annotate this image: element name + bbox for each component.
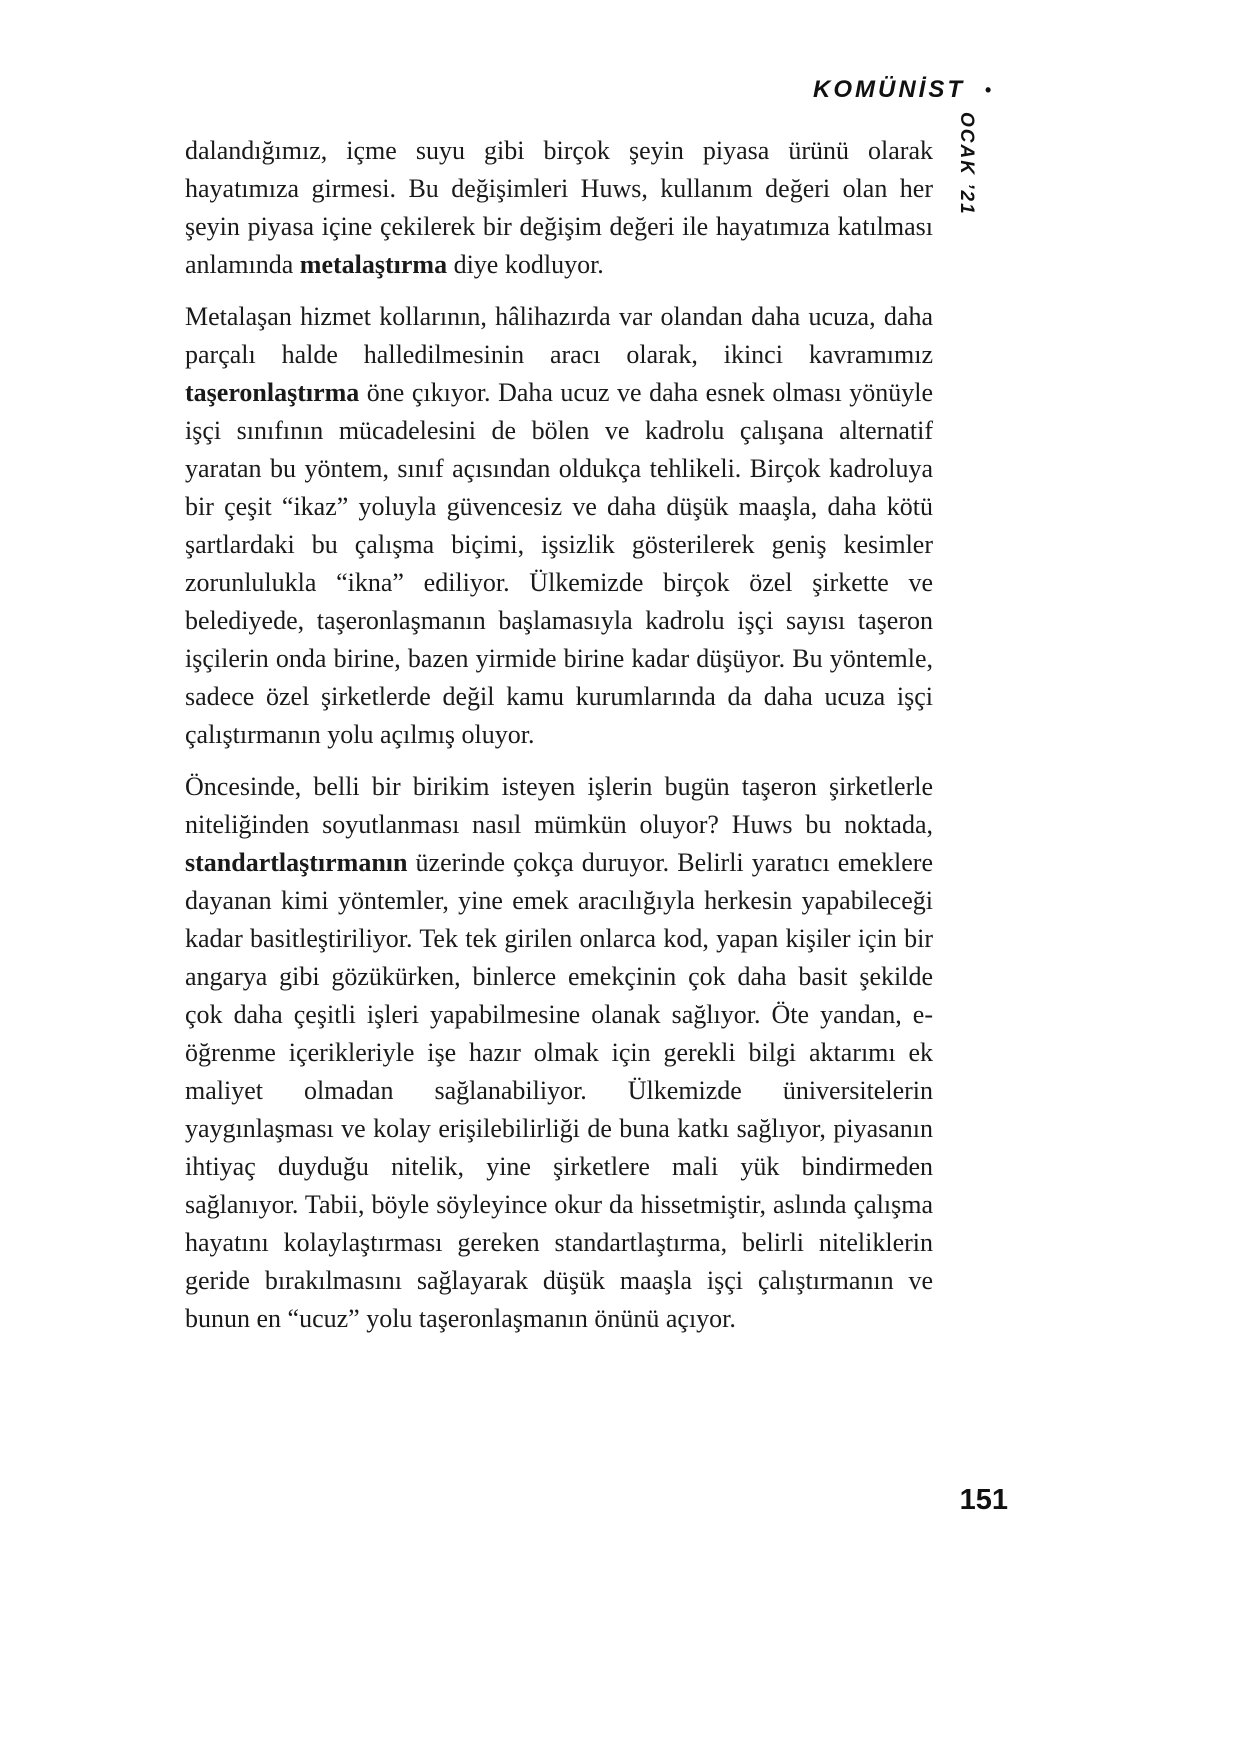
page-number: 151 bbox=[959, 1484, 1008, 1516]
body-text: Metalaşan hizmet kollarının, hâlihazırda var olandan daha ucuza, daha parçalı halde halledilmesinin aracı olarak, ikinci kavramımız bbox=[185, 302, 933, 369]
article-body bbox=[185, 132, 933, 1338]
body-text: dalandığımız, içme suyu gibi birçok şeyin piyasa ürünü olarak hayatımıza girmesi. Bu değişimleri Huws, kullanım değeri olan her şeyin piyasa içine çekilerek bir değişim değeri ile hayatımıza katılması anlamında bbox=[185, 136, 933, 279]
page-header bbox=[813, 76, 991, 104]
body-text: üzerinde çokça duruyor. Belirli yaratıcı emeklere dayanan kimi yöntemler, yine emek aracılığıyla herkesin yapabileceği kadar basitleştiriliyor. Tek tek girilen onlarca kod, yapan kişiler için bir angarya gibi gözükürken, binlerce emekçinin çok daha basit şekilde çok daha çeşitli işleri yapabilmesine olanak sağlıyor. Öte yandan, e-öğrenme içerikleriyle işe hazır olmak için gerekli bilgi aktarımı ek maliyet olmadan sağlanabiliyor. Ülkemizde üniversitelerin yaygınlaşması ve kolay erişilebilirliği de buna katkı sağlıyor, piyasanın ihtiyaç duyduğu nitelik, yine şirketlere mali yük bindirmeden sağlanıyor. Tabii, böyle söyleyince okur da hissetmiştir, aslında çalışma hayatını kolaylaştırması gereken standartlaştırma, belirli niteliklerin geride bırakılmasını sağlayarak düşük maaşla işçi çalıştırmanın ve bunun en “ucuz” yolu taşeronlaşmanın önünü açıyor. bbox=[185, 848, 933, 1333]
journal-title: KOMÜNİST bbox=[813, 76, 966, 103]
bullet-icon: • bbox=[984, 80, 991, 100]
body-text: öne çıkıyor. Daha ucuz ve daha esnek olması yönüyle işçi sınıfının mücadelesini de bölen ve kadrolu çalışana alternatif yaratan bu yöntem, sınıf açısından oldukça tehlikeli. Birçok kadroluya bir çeşit “ikaz” yoluyla güvencesiz ve daha düşük maaşla, daha kötü şartlardaki bu çalışma biçimi, işsizlik gösterilerek geniş kesimler zorunlulukla “ikna” ediliyor. Ülkemizde birçok özel şirkette ve belediyede, taşeronlaşmanın başlamasıyla kadrolu işçi sayısı taşeron işçilerin onda birine, bazen yirmide birine kadar düşüyor. Bu yöntemle, sadece özel şirketlerde değil kamu kurumlarında da daha ucuza işçi çalıştırmanın yolu açılmış oluyor. bbox=[185, 378, 933, 749]
body-text: Öncesinde, belli bir birikim isteyen işlerin bugün taşeron şirketlerle niteliğinden soyutlanması nasıl mümkün oluyor? Huws bu noktada, bbox=[185, 772, 933, 839]
emphasized-term: taşeronlaştırma bbox=[185, 378, 360, 407]
body-text: diye kodluyor. bbox=[447, 250, 604, 279]
emphasized-term: standartlaştırmanın bbox=[185, 848, 408, 877]
emphasized-term: metalaştırma bbox=[299, 250, 448, 279]
paragraph bbox=[185, 132, 933, 284]
paragraph bbox=[185, 298, 933, 754]
paragraph bbox=[185, 768, 933, 1338]
issue-label: OCAK ’21 bbox=[956, 112, 977, 216]
